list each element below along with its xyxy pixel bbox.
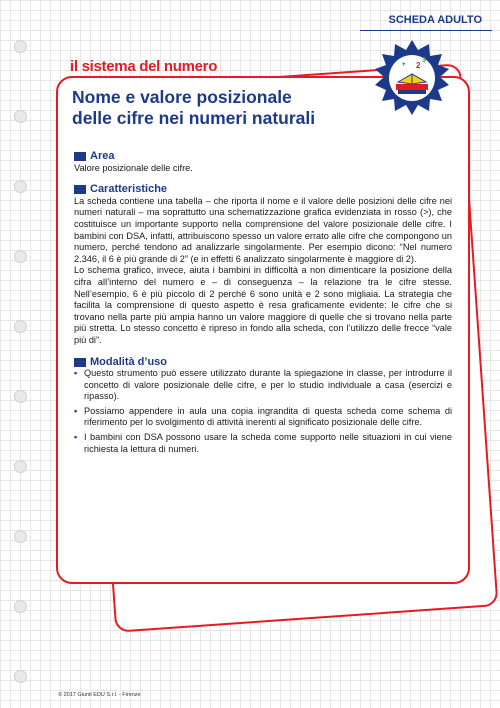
binder-holes (14, 0, 30, 708)
svg-text:+: + (402, 62, 406, 68)
content-body (74, 151, 452, 465)
svg-text:2: 2 (416, 61, 421, 70)
list-item: • Questo strumento può essere utilizzato durante la spiegazione in classe, per introdurre il concetto di valore posizionale delle cifre, e per lo studio individuale a casa (esercizi e ripasso). (74, 368, 452, 403)
caratteristiche-paragraph-2: Lo schema grafico, invece, aiuta i bambini in difficoltà a non dimenticare la posizione della cifra all’interno del numero e – di conseguenza – la relazione tra le cifre stesse. Nell’esempio, 6 è più piccolo di 2 perché 6 sono unità e 2 sono migliaia. La strategia che facilita la comprensione di questo aspetto è resa graficamente evidente: le cifre che si trovano nella parte più ampia hanno un valore maggiore di quelle che si trovano nella parte più stretta. Lo stesso concetto è ripreso in fondo alla scheda, con l’utilizzo delle frecce “vale più di”. (74, 265, 452, 345)
square-bullet-icon (74, 358, 86, 367)
area-heading: Area (74, 151, 452, 163)
modalita-list (74, 368, 452, 455)
modalita-section (74, 357, 452, 456)
modalita-heading: Modalità d’uso (74, 357, 452, 369)
caratteristiche-section (74, 184, 452, 346)
list-item: • I bambini con DSA possono usare la scheda come supporto nelle situazioni in cui viene richiesta la lettura di numeri. (74, 432, 452, 455)
square-bullet-icon (74, 152, 86, 161)
page-title-line2: delle cifre nei numeri naturali (72, 108, 316, 128)
list-item: • Possiamo appendere in aula una copia ingrandita di questa scheda come schema di riferimento per lo svolgimento di attività inerenti al significato posizionale delle cifre. (74, 406, 452, 429)
page-title (72, 87, 402, 129)
area-text: Valore posizionale delle cifre. (74, 162, 193, 173)
caratteristiche-heading: Caratteristiche (74, 184, 452, 196)
section-title: il sistema del numero (70, 58, 218, 75)
square-bullet-icon (74, 185, 86, 194)
area-section (74, 151, 452, 174)
page-title-line1: Nome e valore posizionale (72, 87, 292, 107)
header-divider (360, 30, 492, 31)
header-label: SCHEDA ADULTO (388, 14, 482, 26)
svg-text:3: 3 (422, 57, 426, 64)
footer-copyright: © 2017 Giunti EDU S.r.l. - Firenze (58, 692, 141, 698)
caratteristiche-paragraph-1: La scheda contiene una tabella – che riporta il nome e il valore delle posizioni delle cifre nei numeri naturali – ma soprattutto una schematizzazione grafica evidenziata in rosso (>), che costituisce un importante supporto nella comprensione del valore posizionale delle cifre. I bambini con DSA, infatti, attribuiscono spesso un valore errato alle cifre che compongono un numero, perché tendono ad analizzarle singolarmente. Per esempio dicono: “Nel numero 2.346, il 6 è più grande di 2” (e in effetti 6 analizzato singolarmente è maggiore di 2). (74, 195, 452, 264)
